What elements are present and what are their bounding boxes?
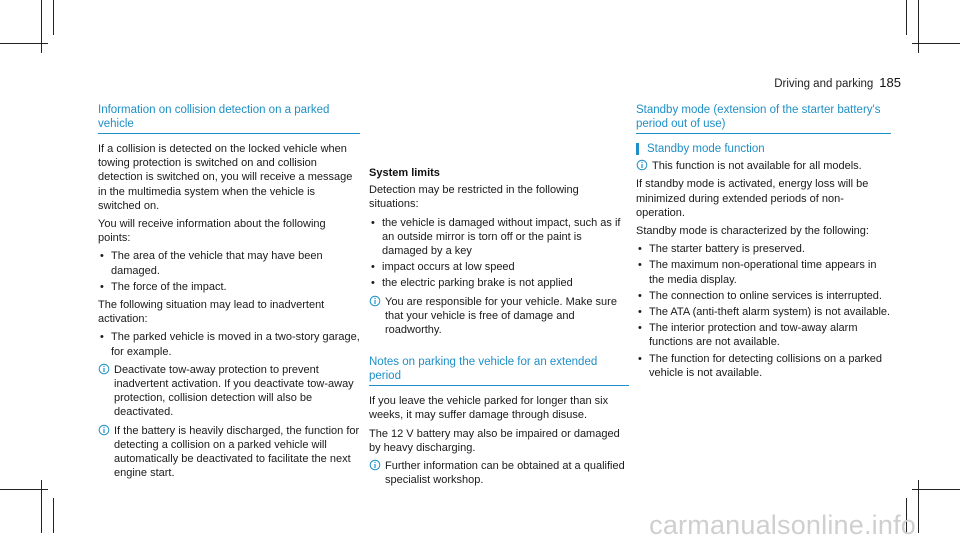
paragraph: Detection may be restricted in the following situations: [369,184,579,211]
crop-mark [918,0,919,53]
list-item-text: The maximum non-operational time appears in the media display. [649,259,877,286]
bullet-list [369,216,629,291]
heading-text: Standby mode function [647,143,765,155]
list-item-text: The force of the impact. [111,280,227,293]
list-item [98,330,360,358]
list-item-text: the vehicle is damaged without impact, such as if an outside mirror is torn off or the paint is damaged by a key [382,216,621,258]
column-system-limits [369,162,629,491]
bullet-icon: • [638,259,642,272]
crop-mark [53,498,54,533]
list-item-text: The ATA (anti-theft alarm system) is not available. [649,306,891,319]
paragraph: The following situation may lead to inadvertent activation: [98,299,325,326]
list-item-text: The area of the vehicle that may have been damaged. [111,250,323,277]
paragraph: If you leave the vehicle parked for longer than six weeks, it may suffer damage through disuse. [369,395,609,422]
bullet-icon: • [638,243,642,256]
info-note [369,295,629,338]
watermark: carmanualsonline.info [649,509,916,540]
bullet-icon: • [100,280,104,293]
list-item-text: The connection to online services is interrupted. [649,289,882,302]
crop-mark [41,480,42,533]
crop-mark [41,0,42,53]
note-text: This function is not available for all models. [652,160,862,173]
heading-bar-icon [636,143,639,155]
info-note-icon [98,424,110,438]
list-item [636,242,891,256]
column-standby-mode [636,103,891,384]
bullet-icon: • [371,216,375,229]
list-item-text: impact occurs at low speed [382,261,515,274]
bullet-icon: • [638,352,642,365]
list-item-text: The interior protection and tow-away alarm functions are not available. [649,322,858,349]
system-limits-heading: System limits [369,167,440,179]
list-item [369,260,629,274]
info-note-icon [369,295,381,309]
note-text: You are responsible for your vehicle. Make sure that your vehicle is free of damage and roadworthy. [385,295,617,337]
bullet-icon: • [638,289,642,302]
info-note-icon [369,459,381,473]
standby-function-heading [636,142,891,156]
bullet-list [98,249,360,294]
bullet-icon: • [371,261,375,274]
section-title: Information on collision detection on a parked vehicle [98,103,360,134]
crop-mark [906,0,907,35]
list-item [98,249,360,277]
list-item [636,258,891,286]
section-title: Standby mode (extension of the starter battery's period out of use) [636,103,891,134]
crop-mark [53,0,54,35]
bullet-icon: • [371,277,375,290]
info-note [98,363,360,420]
list-item-text: the electric parking brake is not applied [382,277,573,290]
note-text: If the battery is heavily discharged, the function for detecting a collision on a parked vehicle will automatically be deactivated to facilitate the next engine start. [114,424,360,480]
page-number: 185 [879,75,901,90]
bullet-list [636,242,891,380]
list-item [369,276,629,290]
list-item [636,289,891,303]
info-note [98,424,360,481]
bullet-icon: • [100,331,104,344]
info-note-icon [636,159,648,173]
crop-mark [918,480,919,533]
info-note [636,159,891,173]
page-header [774,76,901,91]
list-item [98,280,360,294]
paragraph: Standby mode is characterized by the following: [636,225,869,238]
list-item-text: The parked vehicle is moved in a two-story garage, for example. [111,331,360,358]
section-title: Notes on parking the vehicle for an extended period [369,355,629,386]
paragraph: You will receive information about the following points: [98,218,326,245]
paragraph: The 12 V battery may also be impaired or damaged by heavy discharging. [369,427,620,454]
note-text: Further information can be obtained at a qualified specialist workshop. [385,460,625,487]
list-item-text: The function for detecting collisions on a parked vehicle is not available. [649,352,882,379]
paragraph: If standby mode is activated, energy loss will be minimized during extended periods of non-operation. [636,178,869,219]
bullet-icon: • [638,322,642,335]
list-item [636,352,891,380]
bullet-icon: • [638,306,642,319]
crop-mark [912,489,960,490]
info-note [369,459,629,487]
info-note-icon [98,363,110,377]
note-text: Deactivate tow-away protection to prevent inadvertent activation. If you deactivate tow-away protection, collision detection will also be deactivated. [114,363,354,419]
list-item [636,321,891,349]
column-collision-detection [98,103,360,484]
crop-mark [912,43,960,44]
bullet-icon: • [100,250,104,263]
section-name: Driving and parking [774,78,874,90]
list-item [369,216,629,259]
list-item [636,305,891,319]
paragraph: If a collision is detected on the locked vehicle when towing protection is switched on and collision detection is switched on, you will receive a message in the multimedia system when the vehicle is switched on. [98,143,353,212]
list-item-text: The starter battery is preserved. [649,243,805,256]
bullet-list [98,330,360,358]
